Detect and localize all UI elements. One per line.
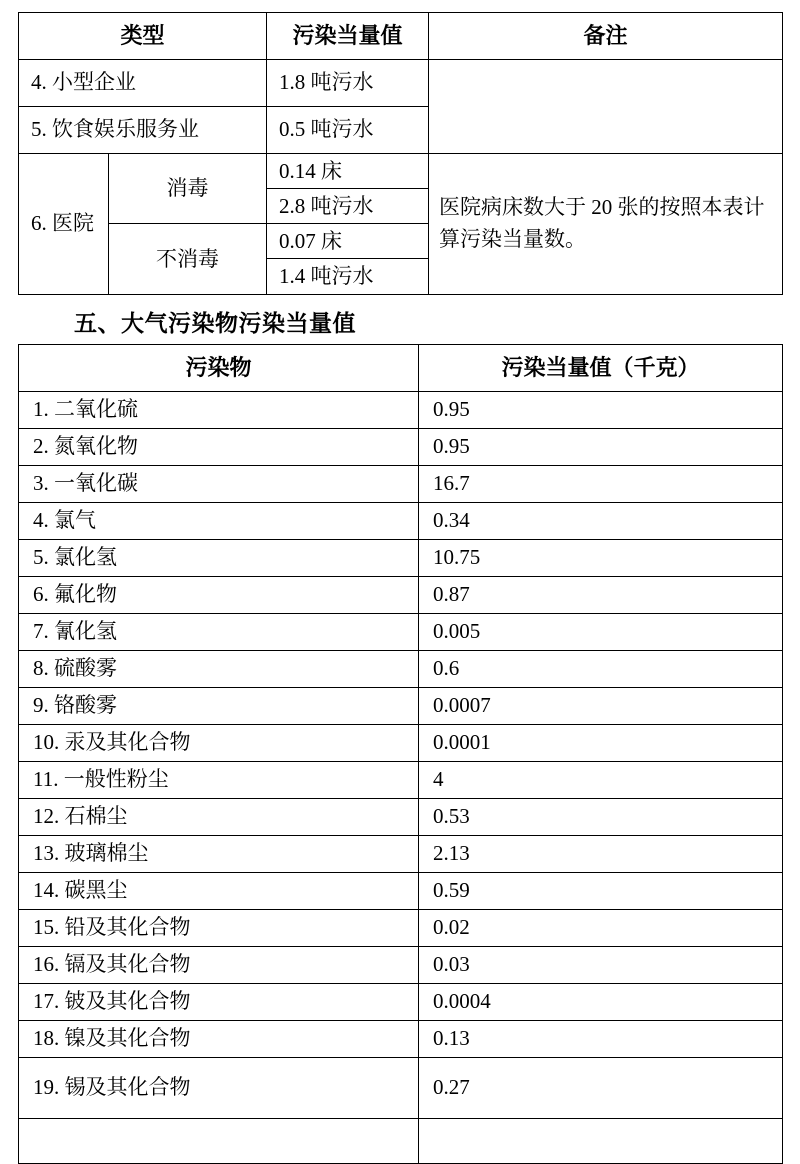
table-row (19, 576, 783, 613)
pollutant-value: 0.6 (419, 650, 783, 687)
table-row (19, 428, 783, 465)
row-value: 0.07 床 (267, 224, 429, 259)
pollutant-name: 1. 二氧化硫 (19, 391, 419, 428)
pollutant-name: 15. 铅及其化合物 (19, 909, 419, 946)
pollutant-value: 0.0007 (419, 687, 783, 724)
pollutant-value: 0.34 (419, 502, 783, 539)
table-row (19, 613, 783, 650)
row-subtype-no-disinfect: 不消毒 (109, 224, 267, 295)
table-row (19, 59, 783, 106)
pollutant-value: 0.13 (419, 1020, 783, 1057)
table-row (19, 687, 783, 724)
air-pollutant-table (18, 344, 783, 1164)
pollutant-name: 4. 氯气 (19, 502, 419, 539)
table-row (19, 909, 783, 946)
table-row (19, 872, 783, 909)
row-value: 0.14 床 (267, 153, 429, 188)
pollutant-value: 0.0004 (419, 983, 783, 1020)
pollutant-name: 11. 一般性粉尘 (19, 761, 419, 798)
table-row (19, 539, 783, 576)
pollutant-name: 13. 玻璃棉尘 (19, 835, 419, 872)
table-row (19, 983, 783, 1020)
pollutant-value: 2.13 (419, 835, 783, 872)
table-header-row (19, 344, 783, 391)
row-value: 2.8 吨污水 (267, 188, 429, 223)
header-equivalent-value: 污染当量值 (267, 13, 429, 60)
row-value: 0.5 吨污水 (267, 106, 429, 153)
pollutant-value: 10.75 (419, 539, 783, 576)
table-row (19, 724, 783, 761)
row-type: 5. 饮食娱乐服务业 (19, 106, 267, 153)
row-subtype-disinfect: 消毒 (109, 153, 267, 224)
pollutant-name: 6. 氟化物 (19, 576, 419, 613)
water-pollutant-table (18, 12, 783, 295)
row-value: 1.4 吨污水 (267, 259, 429, 294)
pollutant-name: 14. 碳黑尘 (19, 872, 419, 909)
pollutant-name: 17. 铍及其化合物 (19, 983, 419, 1020)
table-row (19, 153, 783, 188)
table-header-row (19, 13, 783, 60)
pollutant-value: 0.87 (419, 576, 783, 613)
table-row (19, 946, 783, 983)
pollutant-value: 0.27 (419, 1057, 783, 1118)
table-row (19, 1057, 783, 1118)
pollutant-name: 19. 锡及其化合物 (19, 1057, 419, 1118)
pollutant-name: 3. 一氧化碳 (19, 465, 419, 502)
pollutant-value: 0.59 (419, 872, 783, 909)
pollutant-value: 16.7 (419, 465, 783, 502)
pollutant-name: 8. 硫酸雾 (19, 650, 419, 687)
row-type: 4. 小型企业 (19, 59, 267, 106)
table-row (19, 502, 783, 539)
pollutant-name: 12. 石棉尘 (19, 798, 419, 835)
filler-cell-right (419, 1118, 783, 1163)
pollutant-value: 4 (419, 761, 783, 798)
pollutant-value: 0.03 (419, 946, 783, 983)
table-row (19, 391, 783, 428)
table-row (19, 465, 783, 502)
filler-cell-left (19, 1118, 419, 1163)
header-type: 类型 (19, 13, 267, 60)
pollutant-name: 18. 镍及其化合物 (19, 1020, 419, 1057)
row-note-empty (429, 59, 783, 153)
pollutant-name: 16. 镉及其化合物 (19, 946, 419, 983)
section-title: 五、大气污染物污染当量值 (74, 309, 356, 336)
pollutant-value: 0.95 (419, 391, 783, 428)
pollutant-value: 0.005 (419, 613, 783, 650)
pollutant-value: 0.53 (419, 798, 783, 835)
row-note-hospital: 医院病床数大于 20 张的按照本表计算污染当量数。 (429, 153, 783, 294)
pollutant-value: 0.95 (419, 428, 783, 465)
pollutant-name: 2. 氮氧化物 (19, 428, 419, 465)
table-row (19, 798, 783, 835)
row-type-hospital: 6. 医院 (19, 153, 109, 294)
pollutant-name: 5. 氯化氢 (19, 539, 419, 576)
header-equivalent-value-kg: 污染当量值（千克） (419, 344, 783, 391)
row-value: 1.8 吨污水 (267, 59, 429, 106)
pollutant-value: 0.0001 (419, 724, 783, 761)
pollutant-name: 7. 氰化氢 (19, 613, 419, 650)
pollutant-name: 10. 汞及其化合物 (19, 724, 419, 761)
table-row-filler (19, 1118, 783, 1163)
table-row (19, 1020, 783, 1057)
header-remark: 备注 (429, 13, 783, 60)
header-pollutant: 污染物 (19, 344, 419, 391)
table-row (19, 650, 783, 687)
pollutant-name: 9. 铬酸雾 (19, 687, 419, 724)
table-row (19, 835, 783, 872)
table-row (19, 761, 783, 798)
pollutant-value: 0.02 (419, 909, 783, 946)
